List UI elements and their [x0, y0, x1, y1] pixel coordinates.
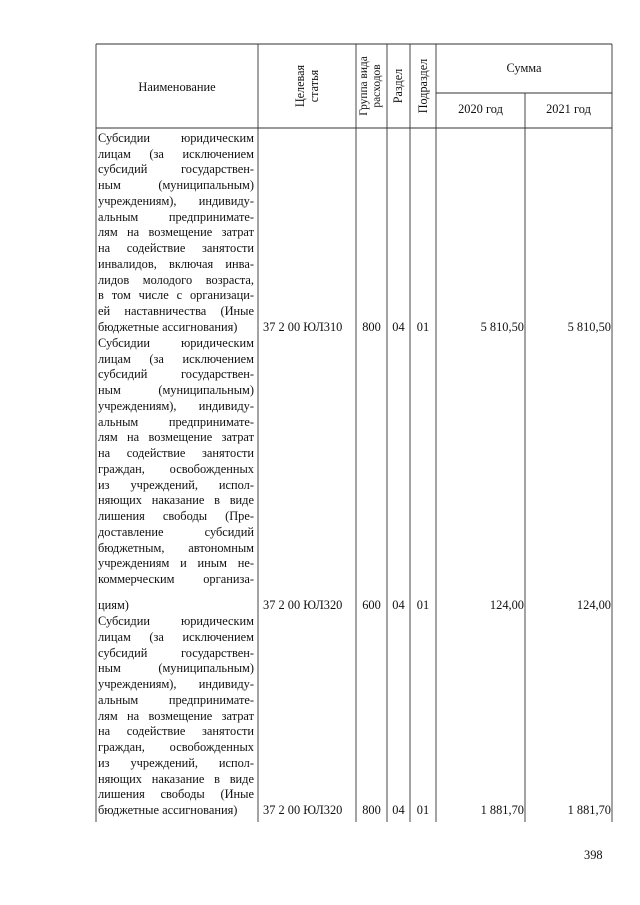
- row1-target-article: 37 2 00 ЮЛ310: [263, 320, 343, 334]
- row3-name-line: ным (муниципальным): [98, 661, 254, 675]
- row1-sum-2021: 5 810,50: [567, 320, 611, 334]
- row1-section: 04: [392, 320, 405, 334]
- row2-name-line: на содействие занятости: [98, 446, 254, 460]
- header-sum: Сумма: [506, 61, 542, 75]
- row3-name-line: альным предпринимате-: [98, 693, 254, 707]
- header-name: Наименование: [138, 80, 216, 94]
- header-expense-group-line2: расходов: [371, 64, 383, 108]
- row1-name-line: лицам (за исключением: [98, 147, 254, 161]
- row3-name-line: лицам (за исключением: [98, 630, 254, 644]
- page-number: 398: [584, 848, 603, 862]
- row1-name-line: лидов молодого возраста,: [98, 273, 254, 287]
- row1-subsection: 01: [416, 320, 430, 334]
- header-expense-group: [358, 46, 384, 126]
- row1-name-line: ным (муниципальным): [98, 178, 254, 192]
- row2-name-line: Субсидии юридическим: [98, 336, 254, 350]
- row2-expense-group: 600: [362, 598, 381, 612]
- row3-sum-2020: 1 881,70: [480, 803, 524, 817]
- row2-name-line: доставление субсидий: [98, 525, 254, 539]
- row2-name-line: ным (муниципальным): [98, 383, 254, 397]
- row3-name-line: няющих наказание в виде: [98, 772, 254, 786]
- row3-name-line: граждан, освобожденных: [98, 740, 254, 754]
- row2-subsection: 01: [416, 598, 430, 612]
- row1-sum-2020: 5 810,50: [480, 320, 524, 334]
- row2-sum-2021: 124,00: [576, 598, 611, 612]
- row2-sum-2020: 124,00: [489, 598, 524, 612]
- row3-target-article: 37 2 00 ЮЛ320: [263, 803, 343, 817]
- row2-name-line: альным предпринимате-: [98, 415, 254, 429]
- header-target-article: [293, 46, 321, 126]
- row1-name-line: альным предпринимате-: [98, 210, 254, 224]
- row1-name-line: субсидий государствен-: [98, 162, 254, 176]
- row3-name-line: учреждениям), индивиду-: [98, 677, 254, 691]
- header-year-2020: 2020 год: [458, 102, 503, 116]
- row1-name-line: лям на возмещение затрат: [98, 225, 254, 239]
- row3-section: 04: [392, 803, 405, 817]
- header-target-article-line1: Целевая: [293, 64, 307, 108]
- row1-name-line: Субсидии юридическим: [98, 131, 254, 145]
- row3-sum-2021: 1 881,70: [567, 803, 611, 817]
- row2-name-line: циям): [98, 598, 129, 612]
- row3-name-line: бюджетные ассигнования): [98, 803, 238, 817]
- row1-name-line: учреждениям), индивиду-: [98, 194, 254, 208]
- header-year-2021: 2021 год: [546, 102, 591, 116]
- row2-target-article: 37 2 00 ЮЛ320: [263, 598, 343, 612]
- row2-name-line: коммерческим организа-: [98, 572, 254, 586]
- header-subsection: Подраздел: [416, 58, 430, 114]
- row2-name-line: из учреждений, испол-: [98, 478, 254, 492]
- row2-name-line: лицам (за исключением: [98, 352, 254, 366]
- row2-name-line: учреждениям и иным не-: [98, 556, 254, 570]
- row3-name-line: на содействие занятости: [98, 724, 254, 738]
- row2-name-line: граждан, освобожденных: [98, 462, 254, 476]
- row2-name-line: бюджетным, автономным: [98, 541, 254, 555]
- row2-name-line: лишения свободы (Пре-: [98, 509, 254, 523]
- header-section: Раздел: [391, 68, 405, 104]
- row1-name-line: ей наставничества (Иные: [98, 304, 254, 318]
- row1-name-line: на содействие занятости: [98, 241, 254, 255]
- row2-name-line: лям на возмещение затрат: [98, 430, 254, 444]
- row1-name-line: в том числе с организаци-: [98, 288, 254, 302]
- row3-name-line: субсидий государствен-: [98, 646, 254, 660]
- row1-name-line: бюджетные ассигнования): [98, 320, 238, 334]
- header-target-article-line2: статья: [307, 69, 321, 103]
- row1-expense-group: 800: [362, 320, 381, 334]
- header-expense-group-line1: Группа вида: [358, 56, 370, 116]
- row3-name-line: лям на возмещение затрат: [98, 709, 254, 723]
- row2-name-line: учреждениям), индивиду-: [98, 399, 254, 413]
- row2-name-line: субсидий государствен-: [98, 367, 254, 381]
- row2-name-line: няющих наказание в виде: [98, 493, 254, 507]
- row3-subsection: 01: [416, 803, 430, 817]
- row3-name-line: лишения свободы (Иные: [98, 787, 254, 801]
- row2-section: 04: [392, 598, 405, 612]
- row3-name-line: из учреждений, испол-: [98, 756, 254, 770]
- row1-name-line: инвалидов, включая инва-: [98, 257, 254, 271]
- row3-expense-group: 800: [362, 803, 381, 817]
- row3-name-line: Субсидии юридическим: [98, 614, 254, 628]
